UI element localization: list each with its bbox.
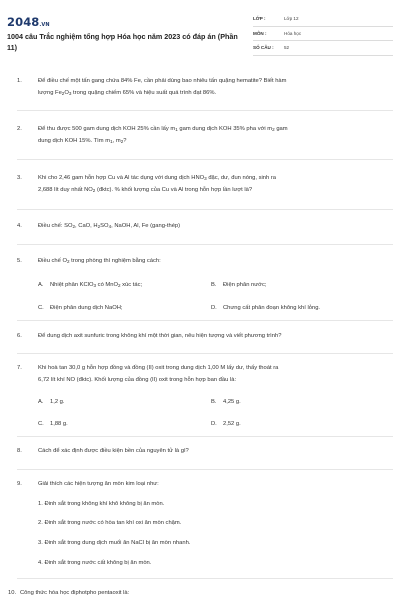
question-line bbox=[38, 256, 393, 268]
subscript: 1 bbox=[175, 127, 178, 132]
answer-option-b[interactable] bbox=[211, 397, 241, 408]
text-segment: lượng Fe bbox=[38, 89, 62, 96]
question-number: 5. bbox=[17, 258, 22, 264]
text-segment: Để thu được 500 gam dung dịch KOH 25% cần lấy m bbox=[38, 126, 176, 132]
text-segment: dung dịch KOH 15%. Tìm m bbox=[38, 137, 111, 144]
question-text bbox=[38, 256, 393, 268]
option-letter: D. bbox=[211, 305, 217, 311]
site-logo[interactable] bbox=[7, 15, 50, 29]
question-line: Để điều chế một tấn gang chứa 84% Fe, cần phải dùng bao nhiêu tấn quặng hematite? Biết hàm bbox=[38, 78, 287, 84]
text-segment: ? bbox=[123, 137, 127, 144]
divider bbox=[17, 320, 393, 321]
list-item: 3. Đinh sắt trong dung dịch muối ăn NaCl bị ăn mòn nhanh. bbox=[38, 540, 191, 546]
subscript: 2 bbox=[272, 127, 275, 132]
question-number: 3. bbox=[17, 175, 22, 181]
question-text: Để dung dịch axit sunfuric trong không khí một thời gian, nêu hiện tượng và viết phương trình? bbox=[38, 333, 282, 339]
question-number: 7. bbox=[17, 365, 22, 371]
option-text: Điện phân nước; bbox=[223, 282, 267, 288]
option-text: 1,2 g. bbox=[50, 399, 65, 405]
question-text bbox=[38, 363, 393, 386]
divider bbox=[17, 436, 393, 437]
question-1 bbox=[17, 76, 393, 100]
list-item: 4. Đinh sắt trong nước cất không bị ăn mòn. bbox=[38, 560, 152, 566]
text-segment: Nhiệt phân KClO bbox=[50, 282, 94, 288]
text-segment: gam bbox=[274, 126, 288, 132]
text-segment: xúc tác; bbox=[120, 282, 143, 288]
question-line: 6,72 lít khí NO (đktc). Khối lượng của đồng (II) oxit trong hỗn hợp ban đầu là: bbox=[38, 376, 237, 383]
logo-main: 2048 bbox=[7, 15, 40, 29]
question-line: Khi hoà tan 30,0 g hỗn hợp đồng và đồng (II) oxit trong dung dịch 1,00 M lấy dư, thấy thoát ra bbox=[38, 365, 279, 371]
text-segment: trong quặng chiếm 65% và hiệu suất quá trình đạt 86%. bbox=[71, 89, 217, 96]
option-text: Chưng cất phân đoạn không khí lỏng. bbox=[223, 305, 321, 311]
logo-suffix: .VN bbox=[39, 22, 50, 28]
answer-option-a[interactable] bbox=[38, 397, 65, 408]
question-7 bbox=[17, 363, 393, 387]
divider bbox=[17, 244, 393, 245]
divider bbox=[253, 40, 393, 41]
meta-subject-row bbox=[253, 29, 393, 44]
meta-label: SỐ CÂU : bbox=[253, 45, 274, 50]
divider bbox=[17, 578, 393, 579]
option-text: 4,25 g. bbox=[223, 399, 241, 405]
question-text bbox=[38, 221, 393, 233]
question-text bbox=[38, 76, 393, 99]
question-3 bbox=[17, 173, 393, 197]
question-number: 2. bbox=[17, 126, 22, 132]
text-segment: 2,688 lít duy nhất NO bbox=[38, 186, 93, 193]
subscript: 2 bbox=[67, 259, 70, 264]
divider bbox=[17, 209, 393, 210]
text-segment: gam dung dịch KOH 35% pha với m bbox=[177, 126, 273, 132]
text-segment: Điều chế: SO bbox=[38, 223, 73, 229]
text-segment: O bbox=[64, 89, 69, 96]
option-letter: B. bbox=[211, 399, 217, 405]
question-line bbox=[38, 221, 393, 233]
meta-value: Hóa học bbox=[284, 30, 302, 36]
page-header bbox=[0, 0, 400, 62]
question-line bbox=[38, 124, 393, 136]
text-segment: , m bbox=[112, 137, 121, 144]
question-10 bbox=[8, 588, 393, 600]
list-item: 2. Đinh sắt trong nước có hòa tan khí oxi ăn mòn chậm. bbox=[38, 520, 182, 526]
divider bbox=[253, 55, 393, 56]
question-text: Giải thích các hiện tượng ăn mòn kim loại như: bbox=[38, 481, 159, 487]
text-segment: trong phòng thí nghiệm bằng cách: bbox=[69, 258, 161, 264]
question-text: Công thức hóa học điphotpho pentaoxit là: bbox=[20, 590, 130, 596]
divider bbox=[17, 353, 393, 354]
question-5 bbox=[17, 256, 393, 268]
question-number: 4. bbox=[17, 223, 22, 229]
list-item: 1. Đinh sắt trong không khí khô không bị ăn mòn. bbox=[38, 501, 165, 507]
answer-option-b[interactable] bbox=[211, 280, 266, 291]
divider bbox=[17, 159, 393, 160]
question-number: 10. bbox=[8, 590, 17, 596]
answer-option-a[interactable] bbox=[38, 280, 142, 291]
option-text: Điện phân dung dịch NaOH; bbox=[50, 305, 123, 311]
question-number: 8. bbox=[17, 448, 22, 454]
text-segment: (đktc). % khối lượng của Cu và Al trong hỗn hợp lần lượt là? bbox=[95, 186, 253, 193]
answer-option-d[interactable] bbox=[211, 419, 241, 430]
subscript: 3 bbox=[93, 283, 97, 288]
document-title: 1004 câu Trắc nghiệm tổng hợp Hóa học năm 2023 có đáp án (Phần 11) bbox=[7, 32, 238, 52]
question-text: Cách để xác định được điều kiện bền của nguyên tử là gì? bbox=[38, 448, 189, 454]
answer-option-c[interactable] bbox=[38, 303, 123, 314]
text-segment: có MnO bbox=[96, 282, 118, 288]
question-line bbox=[38, 88, 393, 100]
subscript: 2 bbox=[61, 90, 65, 96]
text-segment: Điều chế O bbox=[38, 258, 67, 264]
option-letter: A. bbox=[38, 282, 44, 288]
question-line bbox=[38, 173, 393, 185]
option-text: 2,52 g. bbox=[223, 421, 241, 427]
subscript: 2 bbox=[92, 187, 96, 193]
divider bbox=[253, 26, 393, 27]
question-text bbox=[38, 124, 393, 147]
answer-option-d[interactable] bbox=[211, 303, 320, 314]
meta-label: LỚP : bbox=[253, 16, 266, 21]
option-letter: C. bbox=[38, 305, 44, 311]
text-segment: SO bbox=[100, 223, 109, 229]
option-letter: A. bbox=[38, 399, 44, 405]
question-8 bbox=[17, 446, 393, 458]
text-segment: , NaOH, Al, Fe (gang-thép) bbox=[111, 223, 181, 229]
meta-value: 52 bbox=[284, 45, 290, 50]
meta-value: Lớp 12 bbox=[284, 16, 299, 21]
meta-count-row bbox=[253, 43, 393, 58]
document-meta bbox=[253, 14, 393, 58]
meta-label: MÔN : bbox=[253, 30, 267, 36]
text-segment: đặc, dư, đun nóng, sinh ra bbox=[206, 175, 277, 181]
option-letter: B. bbox=[211, 282, 217, 288]
divider bbox=[17, 110, 393, 111]
text-segment: Khi cho 2,46 gam hỗn hợp Cu và Al tác dụng với dung dịch HNO bbox=[38, 175, 205, 181]
question-6 bbox=[17, 331, 393, 343]
question-number: 9. bbox=[17, 481, 22, 487]
subscript: 3 bbox=[68, 90, 72, 96]
question-number: 6. bbox=[17, 333, 22, 339]
meta-class-row bbox=[253, 14, 393, 29]
option-letter: C. bbox=[38, 421, 44, 427]
question-4 bbox=[17, 221, 393, 233]
subscript: 4 bbox=[108, 224, 112, 229]
question-line bbox=[38, 185, 393, 197]
text-segment: , CaO, H bbox=[75, 223, 98, 229]
subscript: 2 bbox=[120, 138, 124, 144]
subscript: 1 bbox=[110, 138, 113, 144]
subscript: 2 bbox=[72, 224, 76, 229]
question-9 bbox=[17, 479, 393, 491]
divider bbox=[17, 469, 393, 470]
subscript: 3 bbox=[204, 176, 207, 181]
subscript: 2 bbox=[97, 224, 101, 229]
question-text bbox=[38, 173, 393, 196]
answer-option-c[interactable] bbox=[38, 419, 68, 430]
subscript: 2 bbox=[117, 283, 121, 288]
question-2 bbox=[17, 124, 393, 148]
option-text: 1,88 g. bbox=[50, 421, 68, 427]
question-number: 1. bbox=[17, 78, 22, 84]
option-letter: D. bbox=[211, 421, 217, 427]
question-line bbox=[38, 136, 393, 148]
